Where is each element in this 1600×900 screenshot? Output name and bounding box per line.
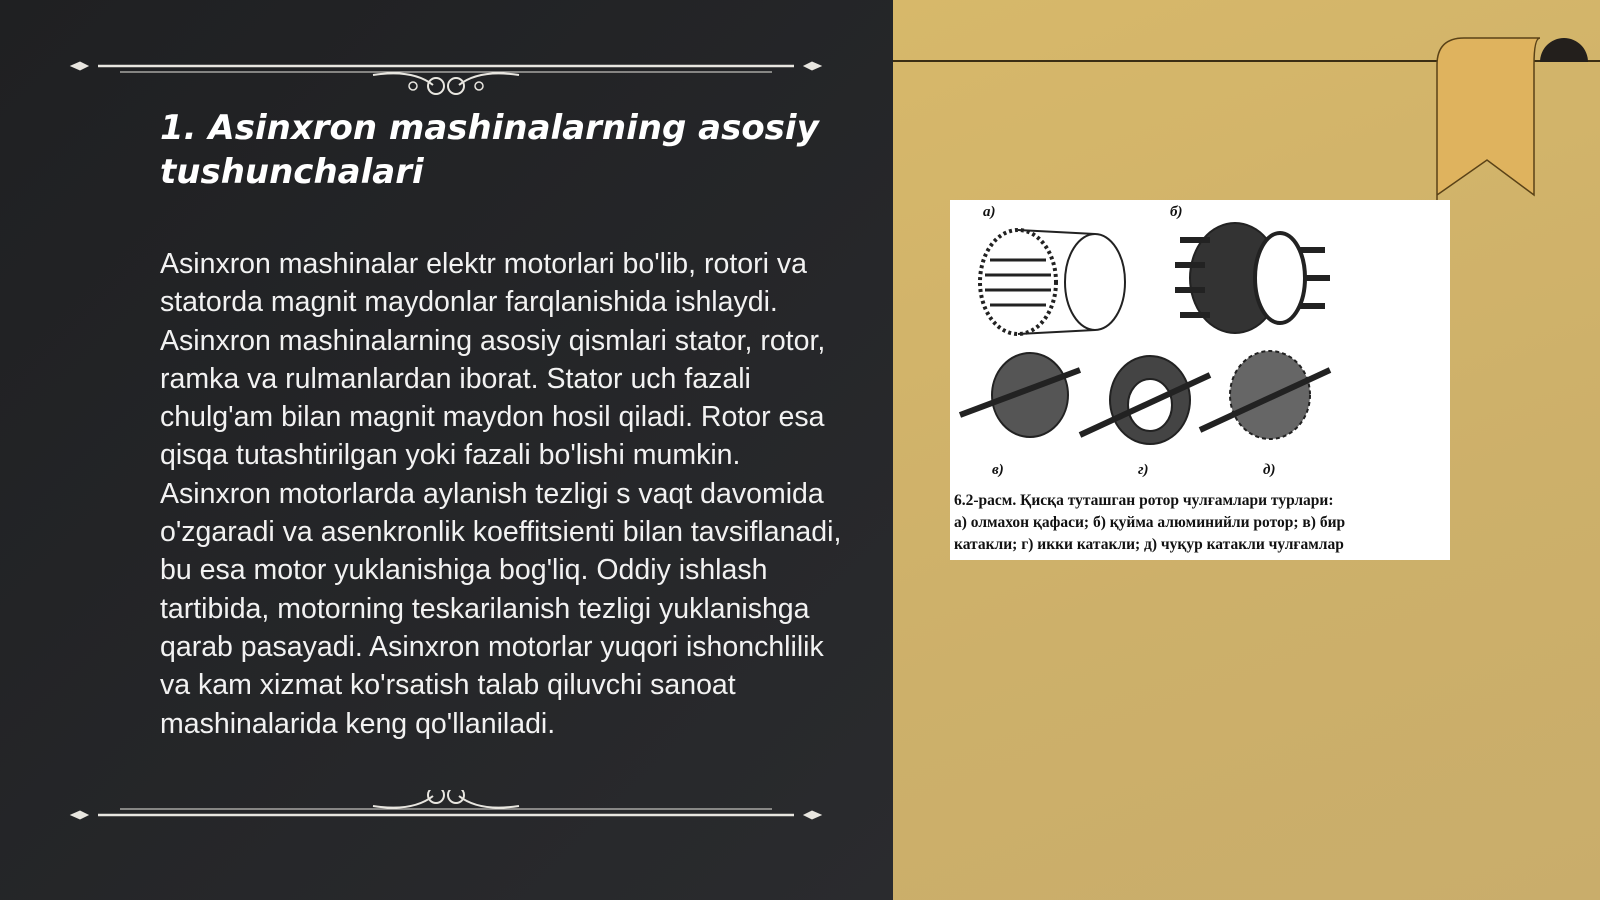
bookmark-decoration (1430, 35, 1600, 200)
caption-line: катакли; г) икки катакли; д) чуқур катакли чулғамлар (954, 536, 1344, 553)
figure-label-v: в) (992, 462, 1004, 478)
figure-label-a: а) (983, 204, 996, 220)
rotor-figure (950, 200, 1450, 560)
figure-label-b: б) (1170, 204, 1183, 220)
slide-title: 1. Asinxron mashinalarning asosiy tushunchalari (160, 108, 819, 192)
caption-line: а) олмахон қафаси; б) қуйма алюминийли ротор; в) бир (954, 514, 1346, 531)
bottom-ornament-icon (68, 790, 824, 840)
figure-caption (954, 490, 1448, 556)
slide-body-text: Asinxron mashinalar elektr motorlari bo'lib, rotori va statorda magnit maydonlar farqlanishida ishlaydi. Asinxron mashinalarning asosiy qismlari stator, rotor, ramka va rulmanlardan iborat. Stator uch fazali chulg'am bilan magnit maydon hosil qiladi. Rotor esa qisqa tutashtirilgan yoki fazali bo'lishi mumkin. Asinxron motorlarda aylanish tezligi s vaqt davomida o'zgaradi va asenkronlik koeffitsienti bilan tavsiflanadi, bu esa motor yuklanishiga bog'liq. Oddiy ishlash tartibida, motorning teskarilanish tezligi yuklanishga qarab pasayadi. Asinxron motorlar yuqori ishonchlilik va kam xizmat ko'rsatish talab qiluvchi sanoat mashinalarida keng qo'llaniladi. (160, 248, 842, 740)
caption-line: 6.2-расм. Қисқа туташган ротор чулғамлари турлари: (954, 492, 1334, 509)
figure-label-d: д) (1263, 462, 1276, 478)
rotor-drawings-icon (950, 200, 1450, 485)
top-ornament-icon (68, 45, 824, 95)
figure-label-g: г) (1138, 462, 1149, 478)
